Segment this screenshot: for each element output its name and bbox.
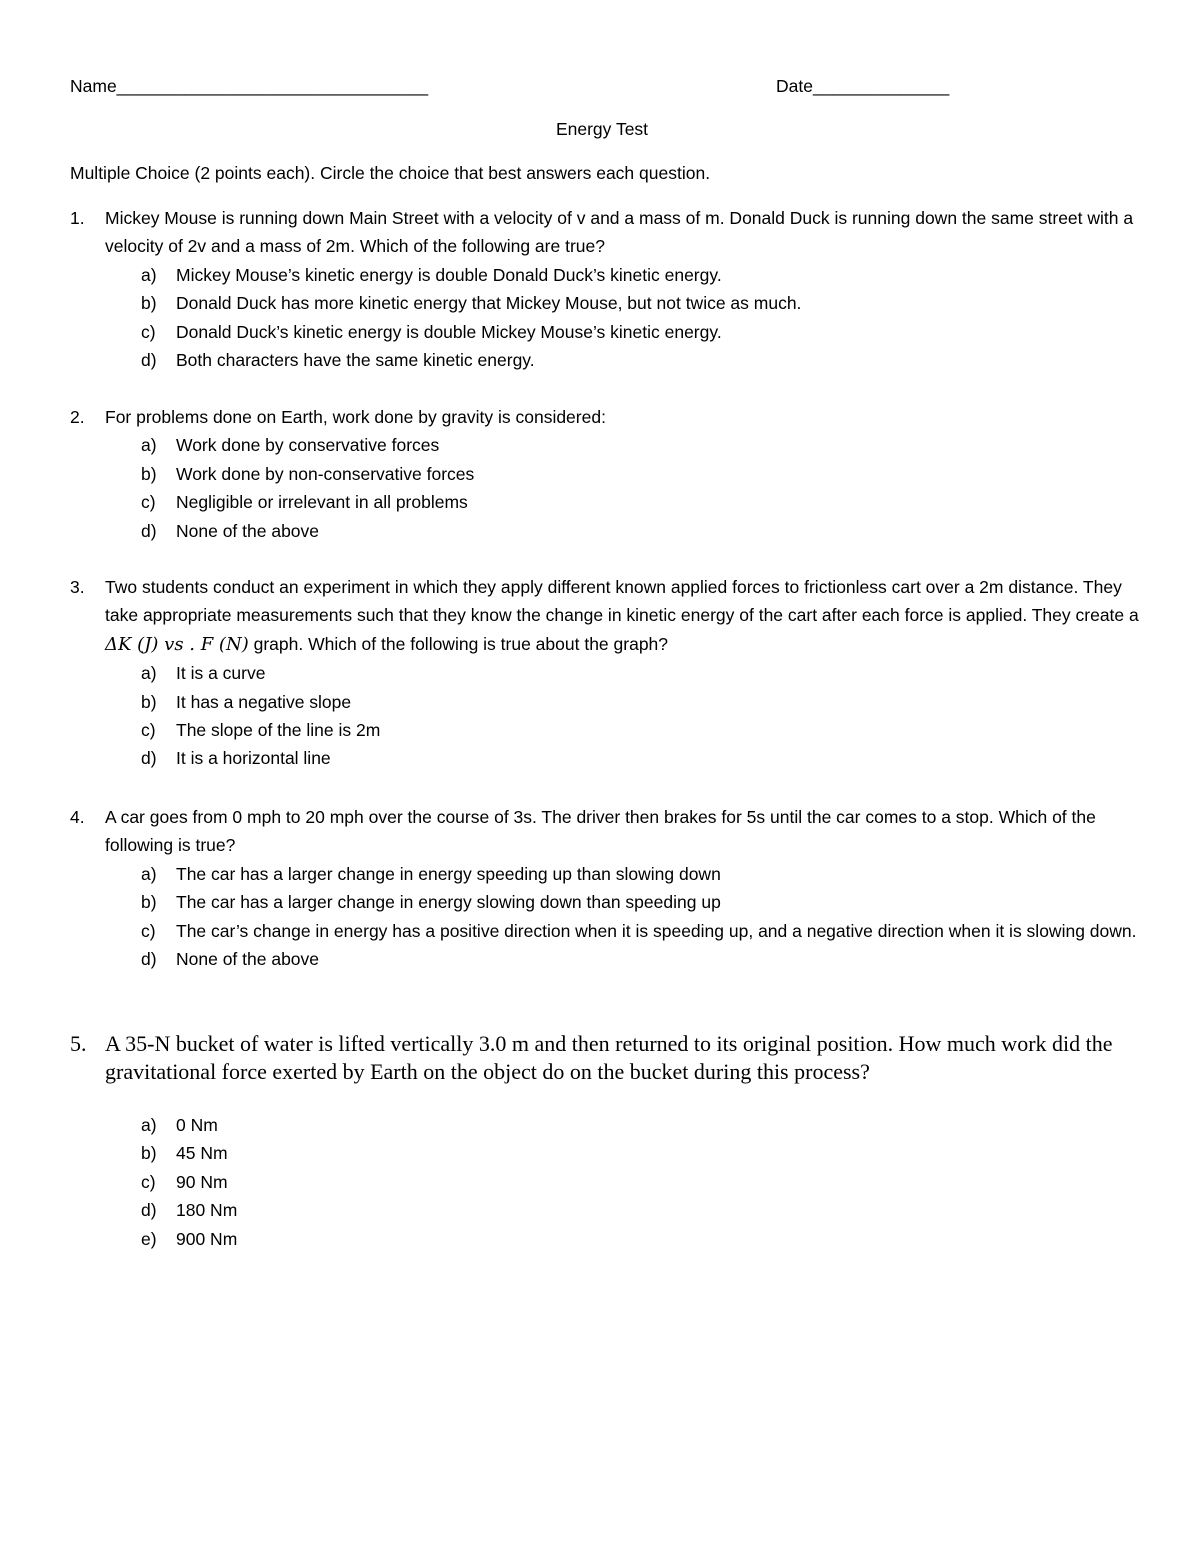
- choice-b[interactable]: [70, 460, 1140, 488]
- choice-text: 0 Nm: [176, 1115, 218, 1135]
- choice-text: The car has a larger change in energy speeding up than slowing down: [176, 863, 721, 884]
- choice-letter: c): [141, 321, 156, 342]
- math-expression: ΔK (J) vs . F (N): [105, 633, 249, 655]
- question-number: 3.: [70, 577, 85, 597]
- choice-text: 45 Nm: [176, 1143, 228, 1164]
- choice-letter: b): [141, 691, 157, 712]
- question-number: 4.: [70, 807, 85, 827]
- choice-c[interactable]: [70, 716, 1140, 744]
- choice-text: It is a curve: [176, 663, 266, 684]
- choice-list: [70, 261, 1140, 375]
- choice-letter: a): [141, 863, 157, 884]
- question-2: [70, 403, 1140, 545]
- choice-text: Both characters have the same kinetic energy.: [176, 350, 535, 371]
- choice-letter: c): [141, 492, 156, 513]
- choice-d[interactable]: [70, 517, 1140, 545]
- choice-d[interactable]: [70, 1196, 1140, 1224]
- choice-text: 900 Nm: [176, 1228, 238, 1249]
- choice-letter: c): [141, 720, 156, 741]
- choice-text: None of the above: [176, 520, 320, 541]
- choice-text: Donald Duck has more kinetic energy that Mickey Mouse, but not twice as much.: [176, 293, 802, 314]
- choice-letter: a): [141, 663, 157, 684]
- choice-list: [70, 659, 1140, 773]
- choice-text: Work done by conservative forces: [176, 435, 440, 456]
- choice-text: 180 Nm: [176, 1200, 238, 1221]
- instructions: Multiple Choice (2 points each). Circle the choice that best answers each question.: [70, 163, 711, 183]
- choice-text: The slope of the line is 2m: [176, 720, 381, 741]
- choice-text: It is a horizontal line: [176, 748, 331, 769]
- choice-letter: b): [141, 293, 157, 314]
- choice-text: It has a negative slope: [176, 691, 352, 712]
- choice-list: [70, 1111, 1140, 1253]
- choice-d[interactable]: [70, 945, 1140, 973]
- question-text-after: graph. Which of the following is true about the graph?: [248, 633, 669, 654]
- choice-b[interactable]: [70, 888, 1140, 916]
- choice-e[interactable]: [70, 1225, 1140, 1253]
- choice-text: Mickey Mouse’s kinetic energy is double Donald Duck’s kinetic energy.: [176, 264, 722, 285]
- choice-c[interactable]: [70, 318, 1140, 346]
- name-field-label: Name________________________________: [70, 76, 429, 96]
- choice-letter: a): [141, 435, 157, 456]
- choice-text: The car’s change in energy has a positive direction when it is speeding up, and a negative direction when it is slowing down.: [176, 920, 1137, 941]
- question-text: A car goes from 0 mph to 20 mph over the course of 3s. The driver then brakes for 5s until the car comes to a stop. Which of the following is true?: [105, 807, 1096, 856]
- question-text: A 35-N bucket of water is lifted vertically 3.0 m and then returned to its original position. How much work did the gravitational force exerted by Earth on the object do on the bucket during this process?: [105, 1031, 1113, 1084]
- choice-text: The car has a larger change in energy slowing down than speeding up: [176, 892, 721, 913]
- page-title: Energy Test: [555, 119, 649, 139]
- question-number: 5.: [70, 1031, 87, 1056]
- choice-letter: a): [141, 1115, 157, 1135]
- choice-a[interactable]: [70, 860, 1140, 888]
- choice-letter: d): [141, 350, 157, 371]
- choice-d[interactable]: [70, 744, 1140, 772]
- choice-letter: b): [141, 892, 157, 913]
- question-4: [70, 803, 1140, 973]
- choice-c[interactable]: [70, 1168, 1140, 1196]
- choice-letter: a): [141, 264, 157, 285]
- choice-b[interactable]: [70, 688, 1140, 716]
- choice-letter: d): [141, 520, 157, 541]
- question-number: 1.: [70, 208, 85, 228]
- choice-list: [70, 860, 1140, 974]
- question-5: [70, 1030, 1140, 1253]
- question-text: For problems done on Earth, work done by gravity is considered:: [105, 407, 606, 427]
- choice-d[interactable]: [70, 346, 1140, 374]
- choice-text: None of the above: [176, 949, 320, 970]
- choice-c[interactable]: [70, 488, 1140, 516]
- choice-a[interactable]: [70, 431, 1140, 459]
- question-text: Mickey Mouse is running down Main Street with a velocity of v and a mass of m. Donald Duck is running down the same street with a velocity of 2v and a mass of 2m. Which of the following are true?: [105, 208, 1134, 257]
- choice-letter: b): [141, 463, 157, 484]
- date-field-label: Date______________: [776, 76, 950, 96]
- question-text: [105, 573, 1140, 659]
- choice-b[interactable]: [70, 289, 1140, 317]
- choice-text: 90 Nm: [176, 1171, 228, 1192]
- question-text-before: Two students conduct an experiment in which they apply different known applied forces to frictionless cart over a 2m distance. They take appropriate measurements such that they know the change in kinetic energy of the cart after each force is applied. They create a: [105, 577, 1139, 626]
- choice-letter: d): [141, 1200, 157, 1221]
- choice-letter: d): [141, 748, 157, 769]
- choice-text: Negligible or irrelevant in all problems: [176, 492, 468, 513]
- choice-letter: c): [141, 1171, 156, 1192]
- choice-a[interactable]: [70, 261, 1140, 289]
- choice-a[interactable]: [70, 1111, 1140, 1139]
- choice-a[interactable]: [70, 659, 1140, 687]
- choice-list: [70, 431, 1140, 545]
- choice-letter: c): [141, 920, 156, 941]
- choice-c[interactable]: [70, 917, 1140, 945]
- choice-text: Work done by non-conservative forces: [176, 463, 475, 484]
- choice-letter: e): [141, 1228, 157, 1249]
- question-1: [70, 204, 1140, 374]
- choice-letter: b): [141, 1143, 157, 1164]
- question-number: 2.: [70, 407, 85, 427]
- question-3: [70, 573, 1140, 773]
- choice-letter: d): [141, 949, 157, 970]
- choice-b[interactable]: [70, 1139, 1140, 1167]
- choice-text: Donald Duck’s kinetic energy is double Mickey Mouse’s kinetic energy.: [176, 321, 722, 342]
